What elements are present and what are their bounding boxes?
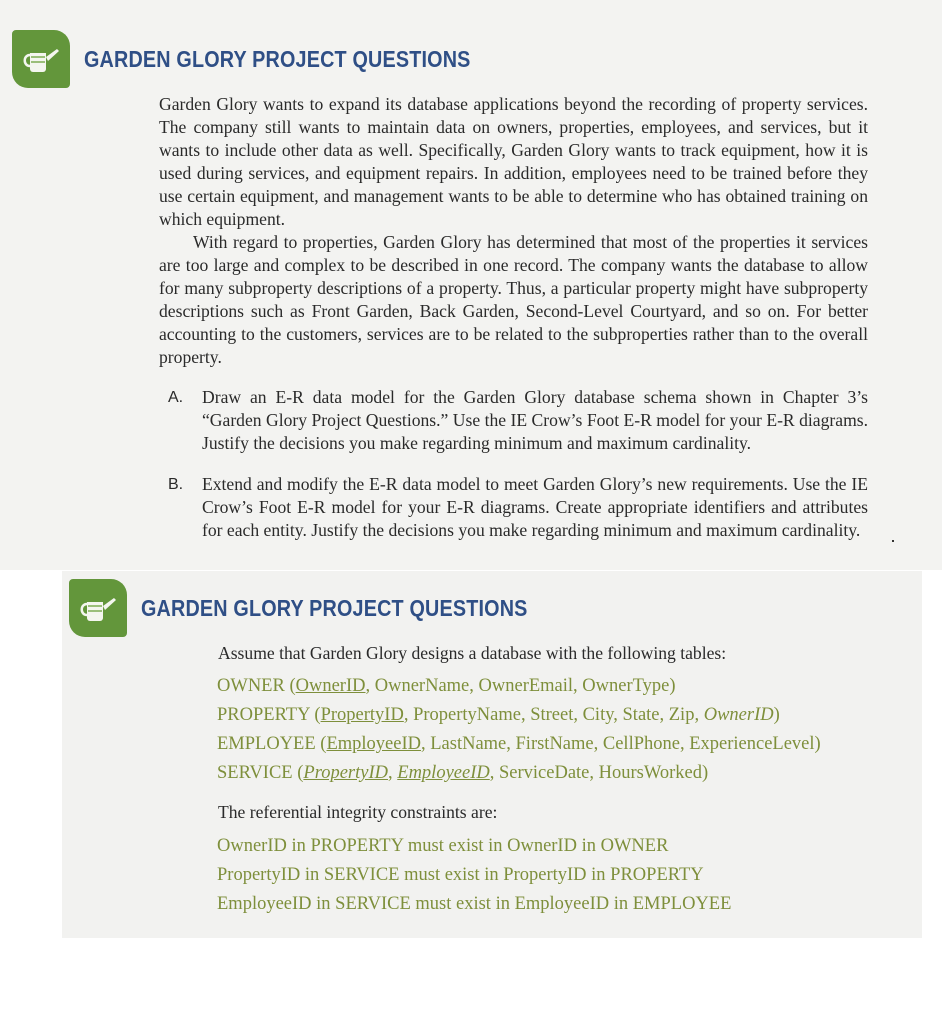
primary-key: EmployeeID [326, 734, 421, 754]
constraint-line: EmployeeID in SERVICE must exist in EmployeeID in EMPLOYEE [217, 894, 732, 914]
foreign-key: OwnerID [703, 705, 774, 725]
attributes: ServiceDate, HoursWorked [498, 763, 702, 783]
question-text: Extend and modify the E-R data model to meet Garden Glory’s new requirements. Use the IE Crow’s Foot E-R model for your E-R diagrams. Create appropriate identifiers and attributes for each entity. Justify the decisions you make regarding minimum and maximum cardinality. [202, 474, 868, 540]
table-name: EMPLOYEE [217, 734, 316, 754]
table-owner: OWNER (OwnerID, OwnerName, OwnerEmail, OwnerType) [217, 676, 676, 696]
table-name: SERVICE [217, 763, 293, 783]
question-b [168, 473, 868, 542]
table-name: PROPERTY [217, 705, 310, 725]
section-1-title: GARDEN GLORY PROJECT QUESTIONS [84, 45, 471, 72]
question-text: Draw an E-R data model for the Garden Glory database schema shown in Chapter 3’s “Garden Glory Project Questions.” Use the IE Crow’s Foot E-R model for your E-R diagrams. Justify the decisions you make regarding minimum and maximum cardinality. [202, 387, 868, 453]
attributes: OwnerName, OwnerEmail, OwnerType [374, 676, 670, 696]
attributes: PropertyName, Street, City, State, Zip, [413, 705, 700, 725]
watering-can-icon [12, 30, 70, 88]
composite-key-property: PropertyID [303, 763, 389, 783]
constraint-line: OwnerID in PROPERTY must exist in OwnerID in OWNER [217, 836, 669, 856]
attributes: LastName, FirstName, CellPhone, ExperienceLevel [430, 734, 815, 754]
question-letter: B. [168, 476, 184, 493]
question-letter: A. [168, 389, 184, 406]
stray-mark [892, 540, 894, 542]
section-2-header [69, 579, 590, 637]
schema-intro: Assume that Garden Glory designs a database with the following tables: [218, 643, 727, 663]
section-1-header [12, 30, 533, 88]
primary-key: PropertyID [320, 705, 404, 725]
paragraph-1: Garden Glory wants to expand its database applications beyond the recording of property services. The company still wants to maintain data on owners, properties, employees, and services, but it wants to include other data as well. Specifically, Garden Glory wants to track equipment, how it is used during services, and equipment repairs. In addition, employees need to be trained before they use certain equipment, and management wants to be able to determine who has obtained training on which equipment. [159, 94, 868, 229]
composite-key-employee: EmployeeID [397, 763, 490, 783]
table-name: OWNER [217, 676, 285, 696]
primary-key: OwnerID [295, 676, 366, 696]
table-employee: EMPLOYEE (EmployeeID, LastName, FirstName, CellPhone, ExperienceLevel) [217, 734, 821, 754]
question-a [168, 386, 868, 455]
constraints-intro: The referential integrity constraints are: [218, 802, 498, 822]
constraint-line: PropertyID in SERVICE must exist in PropertyID in PROPERTY [217, 865, 704, 885]
table-property: PROPERTY (PropertyID, PropertyName, Street, City, State, Zip, OwnerID) [217, 705, 780, 725]
table-service: SERVICE (PropertyID, EmployeeID, ServiceDate, HoursWorked) [217, 763, 709, 783]
section-2-title: GARDEN GLORY PROJECT QUESTIONS [141, 594, 528, 621]
watering-can-icon [69, 579, 127, 637]
paragraph-2: With regard to properties, Garden Glory has determined that most of the properties it services are too large and complex to be described in one record. The company wants the database to allow for many subproperty descriptions of a property. Thus, a particular property might have subproperty descriptions such as Front Garden, Back Garden, Second-Level Courtyard, and so on. For better accounting to the customers, services are to be related to the subproperties rather than to the overall property. [159, 232, 868, 367]
